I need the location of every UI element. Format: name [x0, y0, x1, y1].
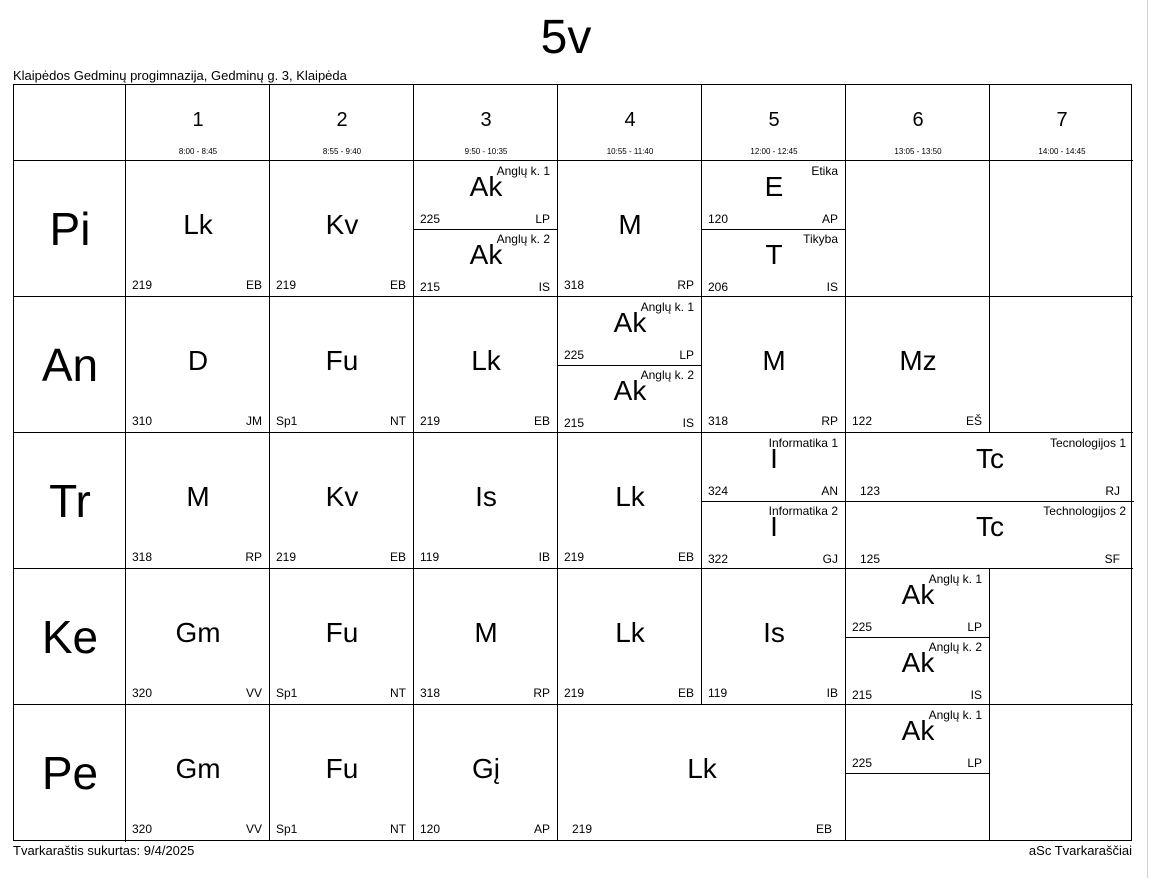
lesson-teacher: SF [1104, 552, 1120, 566]
lesson-room: 215 [564, 416, 585, 430]
lesson-teacher: JM [246, 414, 262, 428]
period-header-3 [414, 85, 558, 161]
lesson-subject: Is [475, 481, 497, 512]
day-label-tr: Tr [49, 475, 91, 527]
period-time: 10:55 - 11:40 [606, 147, 654, 156]
period-number: 5 [768, 109, 780, 131]
lesson-teacher: IB [538, 550, 550, 564]
lesson-teacher: IB [826, 686, 838, 700]
lesson-subject: Lk [615, 617, 645, 648]
lesson-cell [846, 705, 990, 773]
lesson-subject: I [770, 511, 778, 542]
lesson-subject: Gm [175, 753, 221, 784]
lesson-subject: Kv [325, 209, 359, 240]
period-column-line [845, 85, 846, 161]
period-number: 2 [336, 109, 348, 131]
group-split-line [846, 773, 990, 774]
lesson-subject: Fu [325, 617, 359, 648]
lesson-room: Sp1 [276, 822, 298, 836]
lesson-group: Anglų k. 2 [928, 640, 982, 654]
lesson-teacher: RP [245, 550, 262, 564]
lesson-teacher: EB [245, 278, 262, 292]
lesson-subject: M [186, 481, 210, 512]
lesson-room: 219 [564, 550, 585, 564]
lesson-room: Sp1 [276, 686, 298, 700]
lesson-room: 225 [852, 756, 873, 770]
lesson-cell [270, 433, 414, 569]
day-label-pe: Pe [41, 747, 99, 799]
lesson-group: Etika [811, 164, 838, 178]
lesson-cell [846, 569, 990, 637]
lesson-cell [558, 161, 702, 297]
lesson-group: Anglų k. 2 [640, 368, 694, 382]
lesson-subject: Ak [901, 715, 935, 746]
lesson-cell [270, 569, 414, 705]
lesson-room: 119 [420, 550, 440, 564]
lesson-room: 219 [132, 278, 153, 292]
lesson-subject: Gm [175, 617, 221, 648]
lesson-room: 206 [708, 280, 729, 294]
lesson-room: 120 [420, 822, 441, 836]
lesson-cell [414, 433, 558, 569]
lesson-cell [126, 705, 270, 841]
lesson-teacher: RP [533, 686, 550, 700]
lesson-teacher: IS [970, 688, 982, 702]
day-label-ke: Ke [41, 611, 99, 663]
lesson-cell [270, 297, 414, 433]
lesson-teacher: GJ [822, 552, 838, 566]
lesson-cell [126, 433, 270, 569]
lesson-cell [414, 297, 558, 433]
lesson-cell [558, 433, 702, 569]
lesson-room: 318 [564, 278, 585, 292]
group-split-line [702, 501, 846, 502]
lesson-cell [126, 161, 270, 297]
lesson-teacher: EB [677, 686, 694, 700]
lesson-subject: Lk [615, 481, 645, 512]
lesson-subject: Ak [613, 375, 647, 406]
lesson-cell [558, 297, 702, 365]
lesson-room: 125 [860, 552, 881, 566]
lesson-room: 219 [420, 414, 441, 428]
lesson-room: Sp1 [276, 414, 298, 428]
lesson-cell [270, 705, 414, 841]
lesson-teacher: LP [967, 620, 982, 634]
lesson-cell [702, 501, 846, 569]
period-time: 12:00 - 12:45 [750, 147, 798, 156]
created-date: Tvarkaraštis sukurtas: 9/4/2025 [13, 843, 195, 858]
lesson-room: 320 [132, 686, 153, 700]
lesson-subject: Gį [472, 753, 500, 784]
lesson-teacher: IS [826, 280, 838, 294]
software-credit: aSc Tvarkaraščiai [1028, 843, 1132, 858]
lesson-teacher: VV [245, 822, 262, 836]
group-split-line [702, 229, 846, 230]
lesson-room: 320 [132, 822, 153, 836]
lesson-teacher: AP [821, 212, 838, 226]
period-header-1 [126, 85, 270, 161]
lesson-cell [126, 297, 270, 433]
period-column-line [701, 85, 702, 161]
lesson-subject: Ak [469, 171, 503, 202]
lesson-cell [846, 637, 990, 705]
lesson-cell [846, 297, 990, 433]
lesson-group: Anglų k. 2 [496, 232, 550, 246]
school-name: Klaipėdos Gedminų progimnazija, Gedminų g. 3, Klaipėda [13, 68, 347, 83]
period-time: 9:50 - 10:35 [464, 147, 508, 156]
lesson-cell [846, 501, 1134, 569]
lesson-teacher: LP [967, 756, 982, 770]
lesson-teacher: EŠ [965, 414, 982, 428]
period-number: 3 [480, 109, 492, 131]
lesson-room: 219 [276, 550, 297, 564]
lesson-subject: Mz [899, 345, 937, 376]
lesson-group: Anglų k. 1 [928, 708, 982, 722]
lesson-subject: M [762, 345, 786, 376]
lesson-subject: Ak [901, 579, 935, 610]
lesson-cell [558, 705, 846, 841]
lesson-subject: E [764, 171, 784, 202]
lesson-subject: Lk [687, 753, 717, 784]
lesson-teacher: IS [538, 280, 550, 294]
period-column-line [269, 85, 270, 161]
period-header-5 [702, 85, 846, 161]
lesson-room: 215 [420, 280, 441, 294]
lesson-subject: M [474, 617, 498, 648]
lesson-subject: I [770, 443, 778, 474]
lesson-subject: D [187, 345, 209, 376]
lesson-teacher: RJ [1105, 484, 1120, 498]
period-number: 4 [624, 109, 636, 131]
lesson-cell [414, 569, 558, 705]
lesson-cell [414, 161, 558, 229]
lesson-group: Anglų k. 1 [496, 164, 550, 178]
group-split-line [414, 229, 558, 230]
lesson-subject: Kv [325, 481, 359, 512]
lesson-cell [702, 229, 846, 297]
period-column-line [989, 161, 990, 297]
lesson-subject: Fu [325, 345, 359, 376]
day-label-pi: Pi [49, 203, 91, 255]
lesson-room: 215 [852, 688, 873, 702]
lesson-group: Anglų k. 1 [640, 300, 694, 314]
lesson-subject: Fu [325, 753, 359, 784]
group-split-line [846, 501, 1134, 502]
lesson-room: 225 [852, 620, 873, 634]
day-label-an: An [41, 339, 99, 391]
period-header-7 [990, 85, 1134, 161]
lesson-room: 219 [276, 278, 297, 292]
period-number: 6 [912, 109, 924, 131]
lesson-teacher: LP [679, 348, 694, 362]
lesson-subject: Ak [613, 307, 647, 338]
lesson-room: 324 [708, 484, 729, 498]
lesson-teacher: NT [390, 686, 406, 700]
lesson-room: 219 [564, 686, 585, 700]
lesson-teacher: AN [821, 484, 838, 498]
period-column-line [989, 85, 990, 161]
lesson-subject: T [765, 239, 783, 270]
lesson-teacher: IS [682, 416, 694, 430]
lesson-group: Tikyba [803, 232, 838, 246]
lesson-cell [558, 365, 702, 433]
lesson-cell [702, 569, 846, 705]
lesson-room: 225 [420, 212, 441, 226]
period-number: 1 [192, 109, 204, 131]
page-edge-line [1147, 0, 1148, 878]
lesson-teacher: NT [390, 822, 406, 836]
lesson-teacher: EB [389, 278, 406, 292]
page-title: 5v [540, 11, 592, 64]
lesson-teacher: EB [389, 550, 406, 564]
lesson-room: 122 [852, 414, 873, 428]
lesson-teacher: LP [535, 212, 550, 226]
period-time: 8:55 - 9:40 [322, 147, 362, 156]
lesson-cell [270, 161, 414, 297]
lesson-room: 219 [572, 822, 593, 836]
lesson-group: Anglų k. 1 [928, 572, 982, 586]
period-number: 7 [1056, 109, 1068, 131]
period-column-line [557, 85, 558, 161]
lesson-room: 310 [132, 414, 153, 428]
lesson-teacher: RP [821, 414, 838, 428]
lesson-teacher: EB [815, 822, 832, 836]
lesson-teacher: VV [245, 686, 262, 700]
period-header-2 [270, 85, 414, 161]
period-header-4 [558, 85, 702, 161]
lesson-teacher: RP [677, 278, 694, 292]
lesson-cell [414, 705, 558, 841]
lesson-subject: Lk [471, 345, 501, 376]
period-time: 13:05 - 13:50 [894, 147, 942, 156]
group-split-line [558, 365, 702, 366]
lesson-room: 318 [132, 550, 153, 564]
lesson-cell [126, 569, 270, 705]
lesson-subject: Is [763, 617, 785, 648]
lesson-room: 123 [860, 484, 881, 498]
lesson-group: Technologijos 2 [1043, 504, 1126, 518]
lesson-teacher: NT [390, 414, 406, 428]
timetable-grid [13, 84, 1132, 841]
lesson-cell [558, 569, 702, 705]
lesson-cell [702, 433, 846, 501]
lesson-group: Informatika 1 [768, 436, 838, 450]
lesson-cell [702, 297, 846, 433]
lesson-subject: M [618, 209, 642, 240]
lesson-room: 318 [708, 414, 729, 428]
period-time: 8:00 - 8:45 [178, 147, 218, 156]
period-time: 14:00 - 14:45 [1038, 147, 1086, 156]
period-column-line [413, 85, 414, 161]
lesson-group: Informatika 2 [768, 504, 838, 518]
lesson-subject: Lk [183, 209, 213, 240]
lesson-room: 318 [420, 686, 441, 700]
lesson-subject: Tc [976, 443, 1004, 474]
lesson-group: Tecnologijos 1 [1049, 436, 1126, 450]
group-split-line [846, 637, 990, 638]
lesson-room: 120 [708, 212, 729, 226]
lesson-cell [702, 161, 846, 229]
period-header-6 [846, 85, 990, 161]
lesson-room: 225 [564, 348, 585, 362]
lesson-subject: Tc [976, 511, 1004, 542]
lesson-room: 119 [708, 686, 728, 700]
lesson-subject: Ak [901, 647, 935, 678]
lesson-teacher: AP [533, 822, 550, 836]
lesson-cell [846, 433, 1134, 501]
lesson-subject: Ak [469, 239, 503, 270]
lesson-teacher: EB [677, 550, 694, 564]
lesson-cell [414, 229, 558, 297]
lesson-room: 322 [708, 552, 729, 566]
lesson-teacher: EB [533, 414, 550, 428]
